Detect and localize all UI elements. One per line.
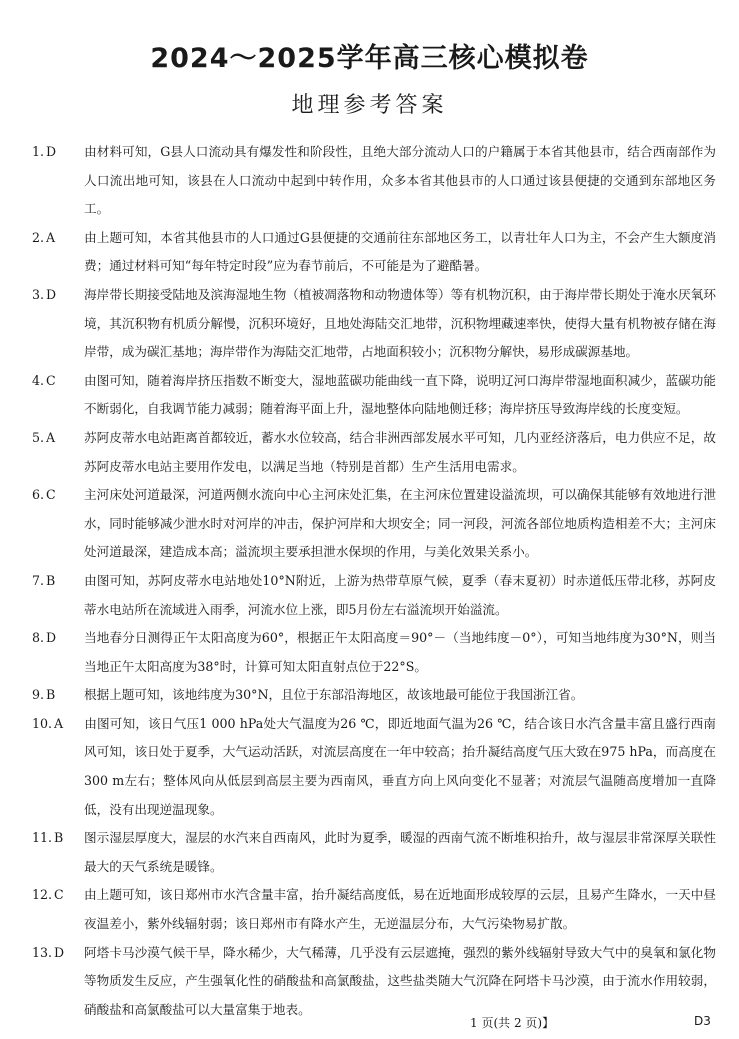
answer-item [32,939,716,1025]
answer-key: D [46,630,57,646]
answer-label [32,881,84,910]
answer-explanation: 由图可知，苏阿皮蒂水电站地处10°N附近，上游为热带草原气候，夏季（春末夏初）时赤道低压带北移，苏阿皮蒂水电站所在流域进入雨季，河流水位上涨，即5月份左右溢流坝开始溢流。 [84,572,716,617]
answer-explanation: 根据上题可知，该地纬度为30°N，且位于东部沿海地区，故该地最可能位于我国浙江省。 [84,687,584,703]
answer-item [32,424,716,481]
answer-explanation: 由图可知，该日气压1 000 hPa处大气温度为26 ℃，即近地面气温为26 ℃，结合该日水汽含量丰富且盛行西南风可知，该日处于夏季，大气运动活跃，对流层高度在一年中较高；抬升凝结高度气压大致在975 hPa，而高度在300 m左右；整体风向从低层到高层主要为西南风，垂直方向上风向变化不显著；对流层气温随高度增加一直降低，没有出现逆温现象。 [84,715,716,817]
answer-item [32,281,716,367]
answer-key: D [46,144,57,159]
answer-item [32,224,716,281]
answer-key: C [46,372,56,388]
question-number: 2. [32,229,45,245]
answer-key: D [54,944,65,960]
answer-key: B [46,572,56,588]
answer-explanation: 当地春分日测得正午太阳高度为60°，根据正午太阳高度＝90°－（当地纬度－0°），可知当地纬度为30°N，则当当地正午太阳高度为38°时，计算可知太阳直射点位于22°S。 [84,630,716,674]
answer-label [32,939,84,968]
answer-key: C [46,487,56,503]
answer-explanation: 阿塔卡马沙漠气候干旱，降水稀少，大气稀薄，几乎没有云层遮掩，强烈的紫外线辐射导致大气中的臭氧和氯化物等物质发生反应，产生强氧化性的硝酸盐和高氯酸盐，这些盐类随大气沉降在阿塔卡马沙漠，由于流水作用较弱，硝酸盐和高氯酸盐可以大量富集于地表。 [84,944,716,1017]
answer-key: A [54,715,64,731]
answer-key: B [54,830,64,846]
answer-label [32,481,84,510]
answer-label [32,224,84,253]
answer-label [32,681,84,710]
question-number: 10. [32,715,53,731]
answer-label [32,824,84,853]
answer-explanation: 由上题可知，该日郑州市水汽含量丰富，抬升凝结高度低，易在近地面形成较厚的云层，且易产生降水，一天中昼夜温差小，紫外线辐射弱；该日郑州市有降水产生，无逆温层分布，大气污染物易扩散。 [84,887,716,932]
answer-explanation: 由图可知，随着海岸挤压指数不断变大，湿地蓝碳功能曲线一直下降，说明辽河口海岸带湿地面积减少，蓝碳功能不断弱化，自我调节能力减弱；随着海平面上升，湿地整体向陆地侧迁移；海岸挤压导致海岸线的长度变短。 [84,372,716,417]
question-number: 9. [32,687,45,703]
answer-label [32,138,84,167]
question-number: 7. [32,572,45,588]
answer-key: D [46,286,57,302]
answer-key: A [46,429,56,445]
answer-explanation: 主河床处河道最深，河道两侧水流向中心主河床处汇集，在主河床位置建设溢流坝，可以确保其能够有效地进行泄水，同时能够减少泄水时对河岸的冲击，保护河岸和大坝安全；同一河段，河流各部位地质构造相差不大；主河床处河道最深，建造成本高；溢流坝主要承担泄水保坝的作用，与美化效果关系小。 [84,487,716,560]
answer-item [32,624,716,681]
answer-explanation: 苏阿皮蒂水电站距离首都较近，蓄水水位较高，结合非洲西部发展水平可知，几内亚经济落后，电力供应不足，故苏阿皮蒂水电站主要用作发电，以满足当地（特别是首都）生产生活用电需求。 [84,429,716,474]
question-number: 4. [32,372,45,388]
answer-explanation: 由上题可知，本省其他县市的人口通过G县便捷的交通前往东部地区务工，以青壮年人口为主，不会产生大额度消费；通过材料可知“每年特定时段”应为春节前后，不可能是为了避酷暑。 [84,229,716,274]
page-title: 2024～2025学年高三核心模拟卷 [150,43,589,74]
question-number: 3. [32,286,45,302]
answer-explanation: 图示湿层厚度大，湿层的水汽来自西南风，此时为夏季，暖湿的西南气流不断堆积抬升，故与湿层非常深厚关联性最大的天气系统是暖锋。 [84,830,716,874]
answer-key: A [46,229,56,245]
answer-list [32,138,716,1024]
answer-label [32,624,84,653]
answer-label [32,710,84,739]
question-number: 5. [32,429,45,445]
answer-item [32,481,716,567]
question-number: 12. [32,887,53,903]
answer-label [32,567,84,596]
answer-key: B [46,687,56,703]
answer-item [32,881,716,938]
answer-label [32,424,84,453]
answer-key: C [54,887,64,903]
answer-label [32,281,84,310]
question-number: 6. [32,487,45,503]
answer-item [32,367,716,424]
answer-item [32,681,716,710]
answer-item [32,567,716,624]
question-number: 1. [32,144,45,159]
paper-code: D3 [694,1014,711,1028]
answer-item [32,824,716,881]
answer-item [32,138,716,224]
answer-label [32,367,84,396]
answer-explanation: 由材料可知，G县人口流动具有爆发性和阶段性，且绝大部分流动人口的户籍属于本省其他县市，结合西南部作为人口流出地可知，该县在人口流动中起到中转作用，众多本省其他县市的人口通过该县便捷的交通到东部地区务工。 [84,144,716,217]
question-number: 11. [32,830,53,846]
page-subtitle: 地理参考答案 [291,93,448,118]
question-number: 8. [32,630,45,646]
answer-item [32,710,716,824]
question-number: 13. [32,944,53,960]
answer-explanation: 海岸带长期接受陆地及滨海湿地生物（植被凋落物和动物遗体等）等有机物沉积，由于海岸带长期处于淹水厌氧环境，其沉积物有机质分解慢，沉积环境好，且地处海陆交汇地带，沉积物埋藏速率快，使得大量有机物被存储在海岸带，成为碳汇基地；海岸带作为海陆交汇地带，占地面积较小；沉积物分解快，易形成碳源基地。 [84,286,716,360]
page-number: 1 页(共 2 页)】 [470,1016,555,1030]
